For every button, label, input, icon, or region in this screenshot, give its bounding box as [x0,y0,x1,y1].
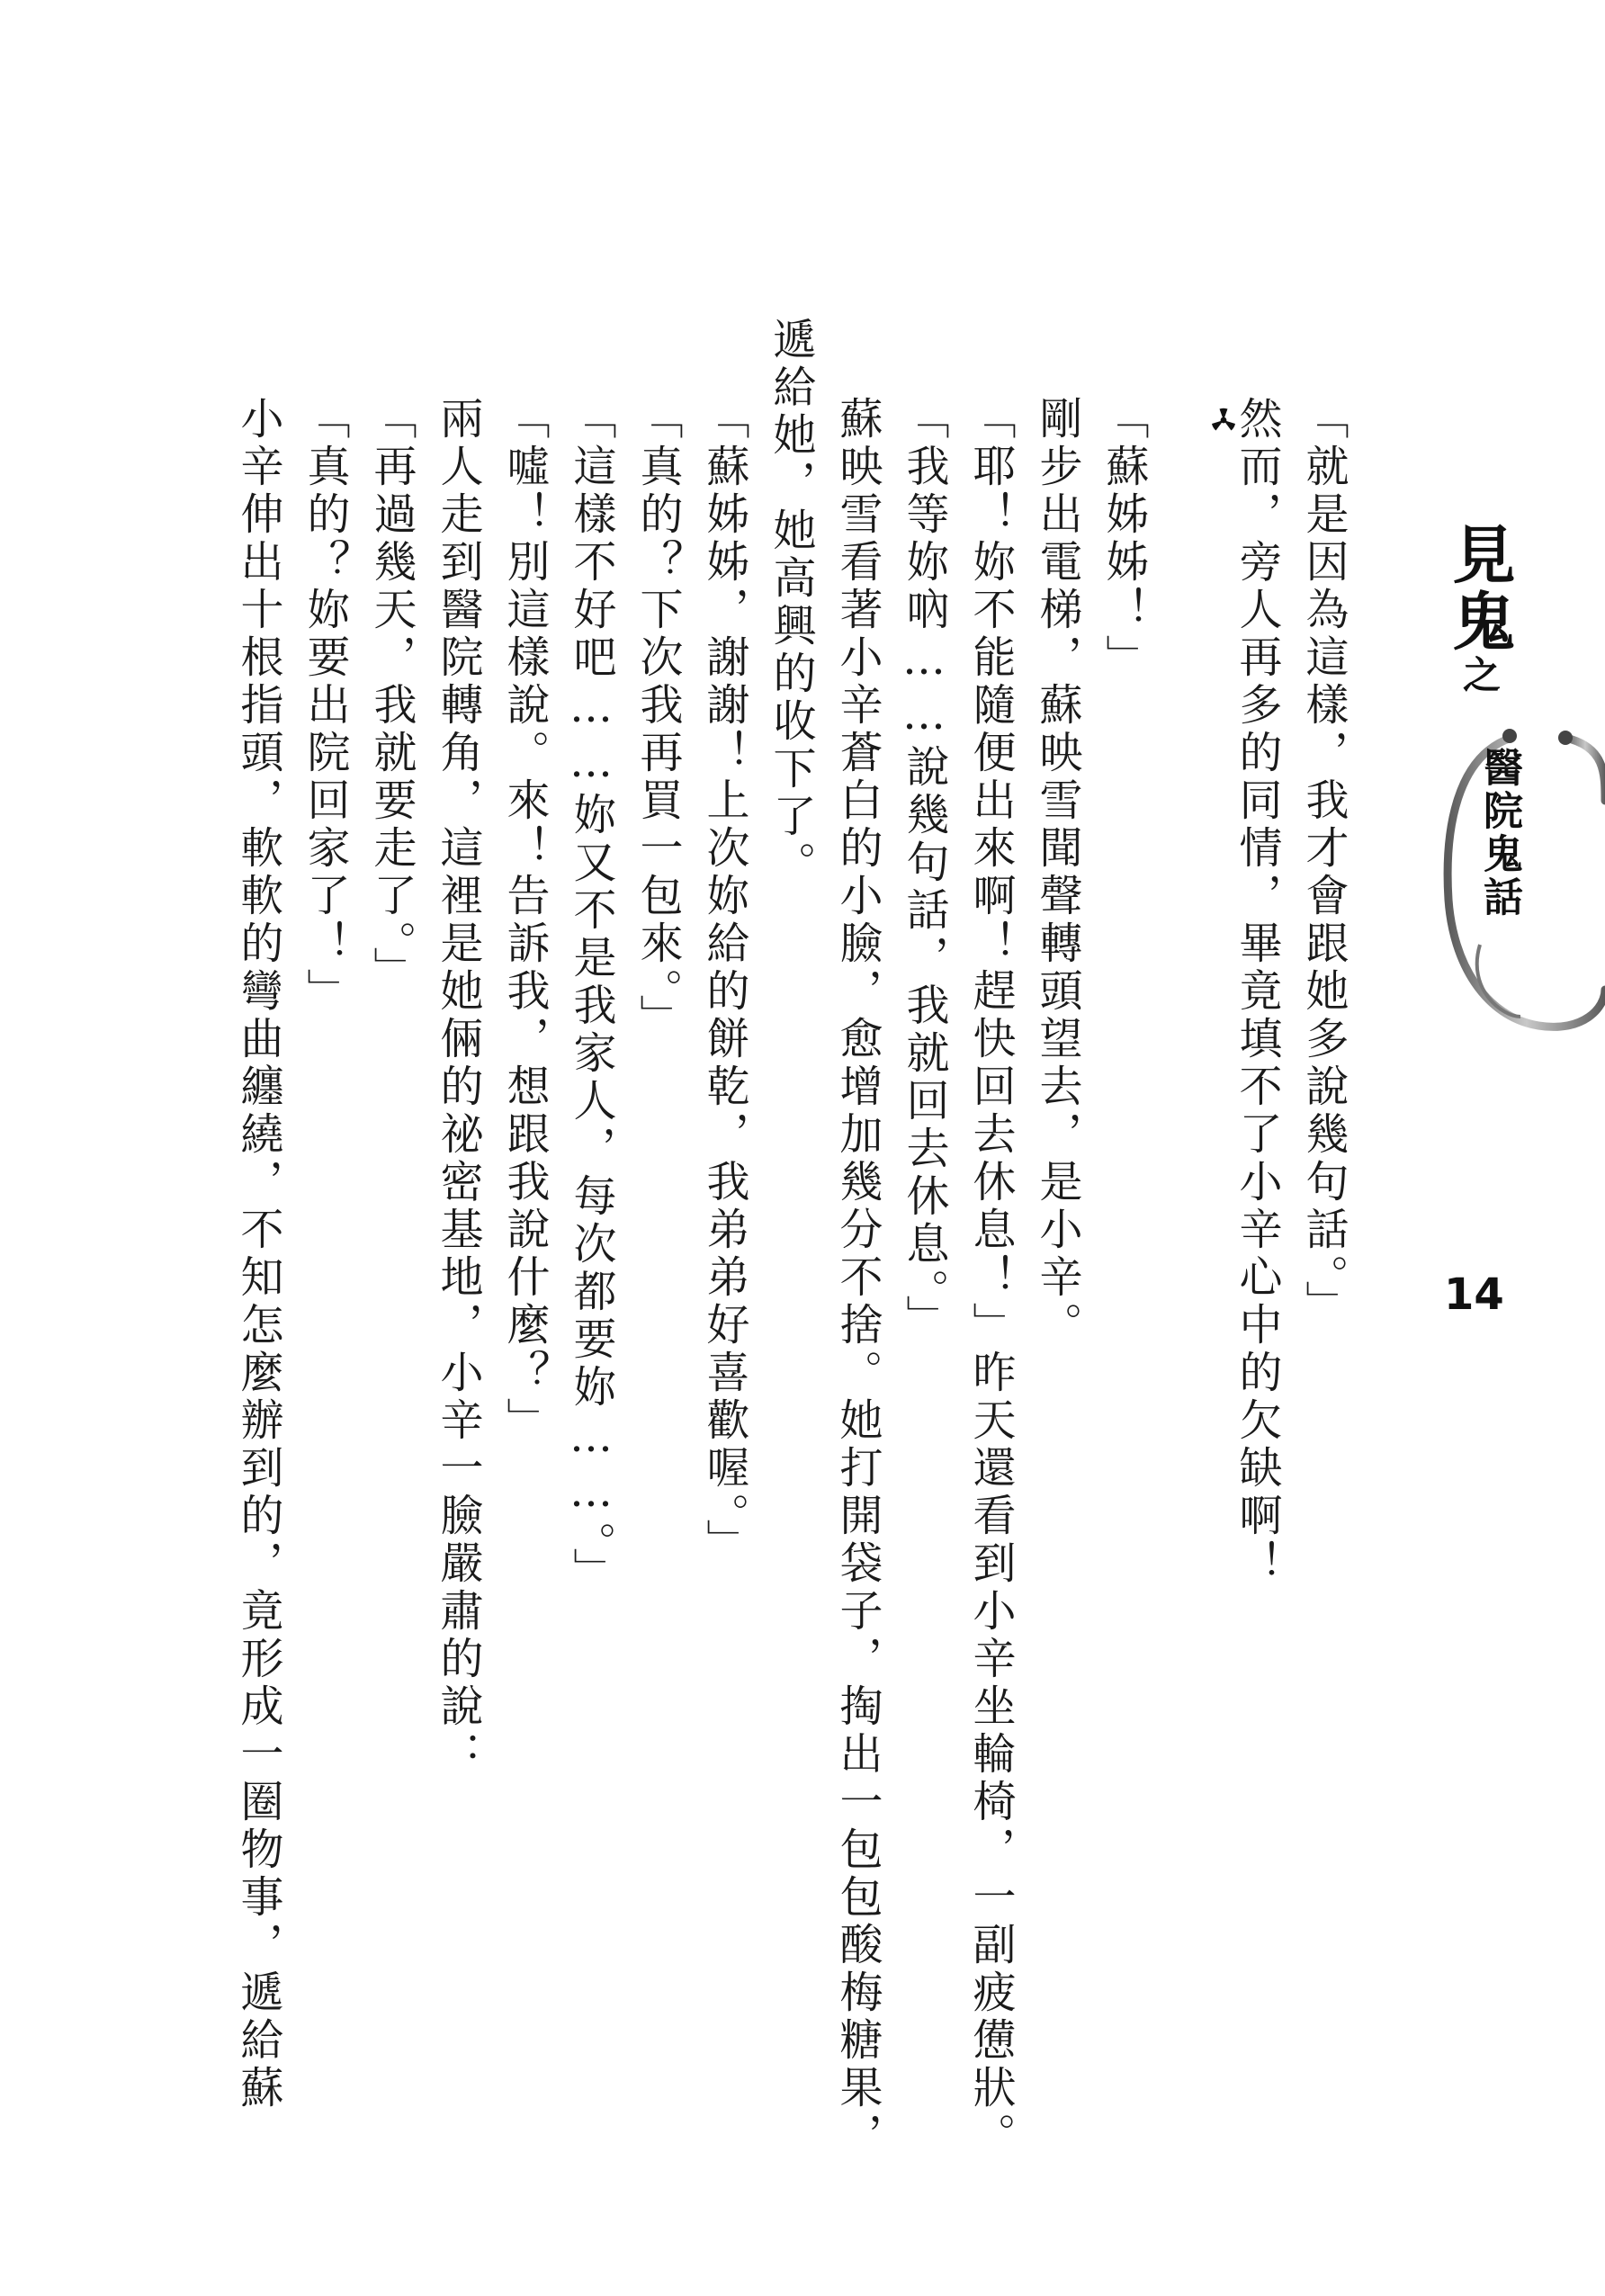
text-line: 剛步出電梯，蘇映雪聞聲轉頭望去，是小辛。 [1032,396,1082,1350]
text-line: 「就是因為這樣，我才會跟她多說幾句話。」 [1298,396,1349,1328]
text-line: 然而，旁人再多的同情，畢竟填不了小辛心中的欠缺啊！ [1232,396,1282,1588]
book-title-particle: 之 [1457,655,1502,696]
body-text [225,317,1357,2160]
text-line: 「再過幾天，我就要走了。」 [366,396,417,994]
book-title [1425,522,1533,696]
text-line: 蘇映雪看著小辛蒼白的小臉，愈增加幾分不捨。她打開袋子，掏出一包包酸梅糖果， [832,396,883,2160]
text-line: 「蘇姊姊，謝謝！上次妳給的餅乾，我弟弟好喜歡喔。」 [699,396,749,1566]
text-line: 「真的？下次我再買一包來。」 [632,396,683,1042]
text-line: 小辛伸出十根指頭，軟軟的彎曲纏繞，不知怎麼辦到的，竟形成一圈物事，遞給蘇 [233,396,283,2112]
text-line-continuation: 遞給她，她高興的收下了。 [766,317,816,889]
text-line: 「我等妳吶……說幾句話，我就回去休息。」 [899,396,949,1342]
text-line: 「耶！妳不能隨便出來啊！趕快回去休息！」昨天還看到小辛坐輪椅，一副疲憊狀。 [965,396,1016,2160]
text-line: 「噓！別這樣說。來！告訴我，想跟我說什麼？」 [499,396,550,1445]
text-line: 「蘇姊姊！」 [1098,396,1149,682]
book-subtitle: 醫院鬼話 [1476,747,1522,919]
section-break [1157,396,1224,2087]
book-title-main: 見鬼 [1442,522,1516,655]
text-line: 兩人走到醫院轉角，這裡是她倆的祕密基地，小辛一臉嚴肅的說： [433,396,483,1779]
text-line: 「真的？妳要出院回家了！」 [300,396,350,1016]
page-number: 14 [1444,1269,1504,1320]
text-line [758,317,824,2087]
text-line: 「這樣不好吧……妳又不是我家人，每次都要妳……。」 [566,396,616,1595]
